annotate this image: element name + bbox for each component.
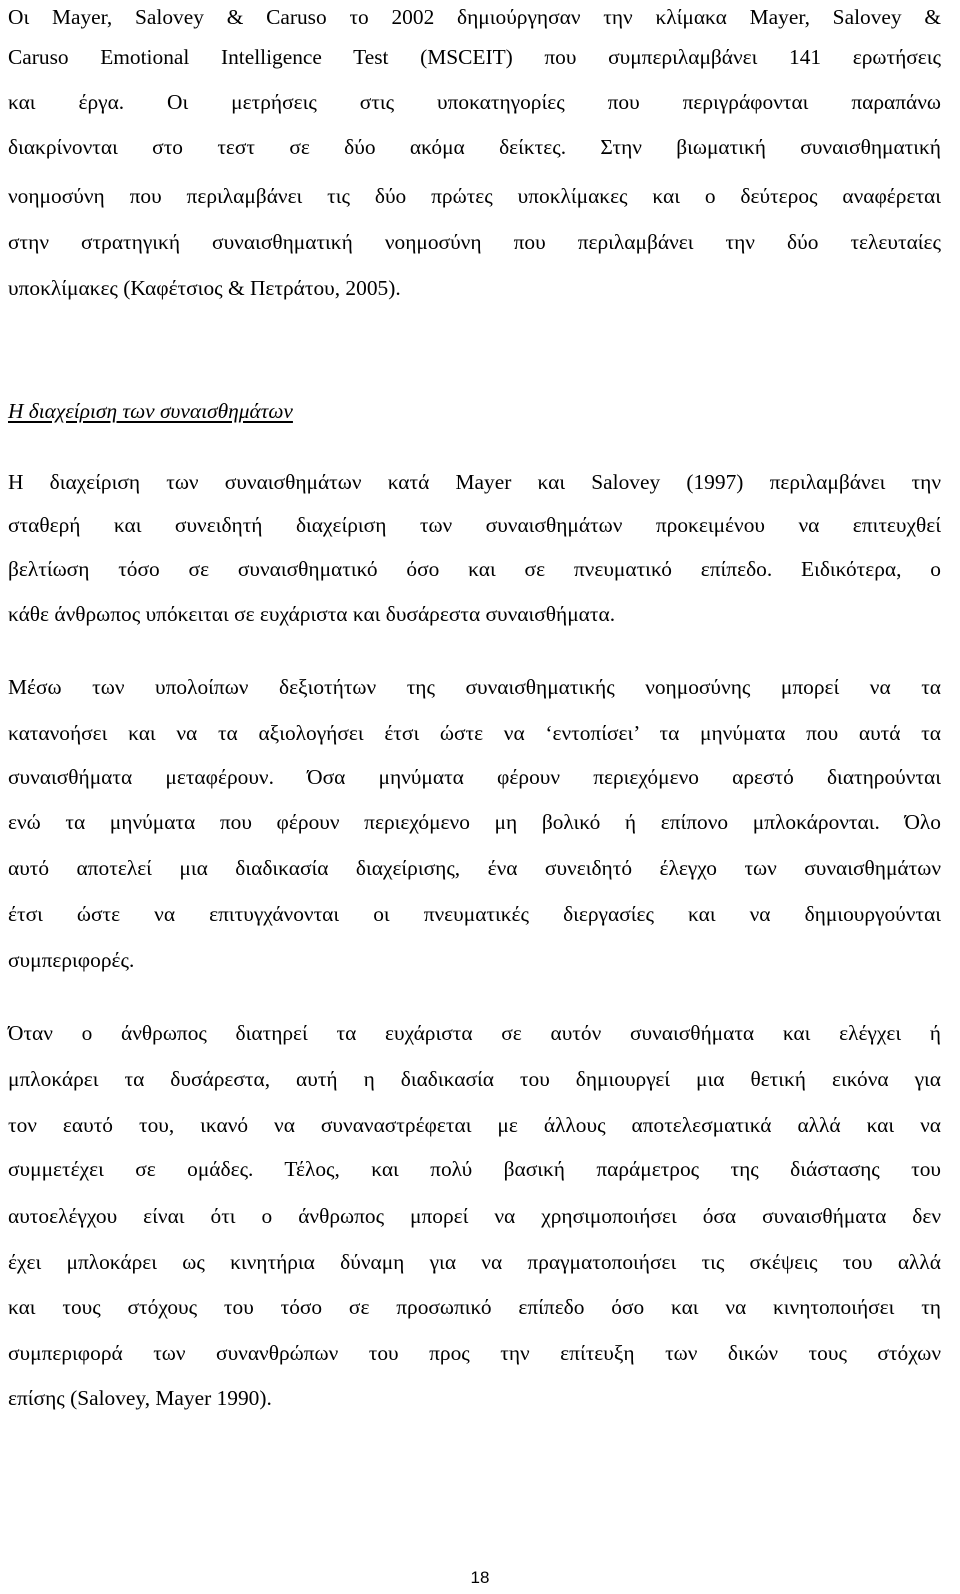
paragraph-line: σταθερή και συνειδητή διαχείριση των συναισθημάτων προκειμένου να επιτευχθεί [8,513,941,537]
paragraph-line: νοημοσύνη που περιλαμβάνει τις δύο πρώτες υποκλίμακες και ο δεύτερος αναφέρεται [8,184,941,208]
paragraph-line: βελτίωση τόσο σε συναισθηματικό όσο και σε πνευματικό επίπεδο. Ειδικότερα, ο [8,557,941,581]
paragraph-line: Η διαχείριση των συναισθημάτων κατά Mayer και Salovey (1997) περιλαμβάνει την [8,470,941,494]
paragraph-line: τον εαυτό του, ικανό να συναναστρέφεται με άλλους αποτελεσματικά αλλά και να [8,1113,941,1137]
paragraph-line: συμπεριφορές. [8,948,135,972]
page-number: 18 [470,1568,490,1587]
paragraph-line: Caruso Emotional Intelligence Test (MSCEIT) που συμπεριλαμβάνει 141 ερωτήσεις [8,45,941,69]
paragraph-line: μπλοκάρει τα δυσάρεστα, αυτή η διαδικασία του δημιουργεί μια θετική εικόνα για [8,1067,941,1091]
paragraph-line: συμμετέχει σε ομάδες. Τέλος, και πολύ βασική παράμετρος της διάστασης του [8,1157,941,1181]
paragraph-line: Οι Mayer, Salovey & Caruso το 2002 δημιούργησαν την κλίμακα Mayer, Salovey & [8,5,941,29]
paragraph-line: και τους στόχους του τόσο σε προσωπικό επίπεδο όσο και να κινητοποιήσει τη [8,1295,941,1319]
paragraph-line: στην στρατηγική συναισθηματική νοημοσύνη που περιλαμβάνει την δύο τελευταίες [8,230,941,254]
paragraph-line: έχει μπλοκάρει ως κινητήρια δύναμη για να πραγματοποιήσει τις σκέψεις του αλλά [8,1250,941,1274]
paragraph-line: συμπεριφορά των συνανθρώπων του προς την επίτευξη των δικών τους στόχων [8,1341,941,1365]
paragraph-line: Μέσω των υπολοίπων δεξιοτήτων της συναισθηματικής νοημοσύνης μπορεί να τα [8,675,941,699]
paragraph-line: συναισθήματα μεταφέρουν. Όσα μηνύματα φέρουν περιεχόμενο αρεστό διατηρούνται [8,765,941,789]
paragraph-line: ενώ τα μηνύματα που φέρουν περιεχόμενο μη βολικό ή επίπονο μπλοκάρονται. Όλο [8,810,941,834]
paragraph-line: αυτοελέγχου είναι ότι ο άνθρωπος μπορεί να χρησιμοποιήσει όσα συναισθήματα δεν [8,1204,941,1228]
paragraph-line: έτσι ώστε να επιτυγχάνονται οι πνευματικές διεργασίες και να δημιουργούνται [8,902,941,926]
paragraph-line: κάθε άνθρωπος υπόκειται σε ευχάριστα και δυσάρεστα συναισθήματα. [8,602,616,626]
paragraph-line: διακρίνονται στο τεστ σε δύο ακόμα δείκτες. Στην βιωματική συναισθηματική [8,135,941,159]
paragraph-line: και έργα. Οι μετρήσεις στις υποκατηγορίες που περιγράφονται παραπάνω [8,90,941,114]
paragraph-line: Όταν ο άνθρωπος διατηρεί τα ευχάριστα σε αυτόν συναισθήματα και ελέγχει ή [8,1021,941,1045]
paragraph-line: επίσης (Salovey, Mayer 1990). [8,1386,272,1410]
paragraph-line: κατανοήσει και να τα αξιολογήσει έτσι ώστε να ‘εντοπίσει’ τα μηνύματα που αυτά τα [8,721,941,745]
paragraph-line: υποκλίμακες (Καφέτσιος & Πετράτου, 2005). [8,276,401,300]
paragraph-line: αυτό αποτελεί μια διαδικασία διαχείρισης, ένα συνειδητό έλεγχο των συναισθημάτων [8,856,941,880]
section-heading: Η διαχείριση των συναισθημάτων [8,399,293,423]
